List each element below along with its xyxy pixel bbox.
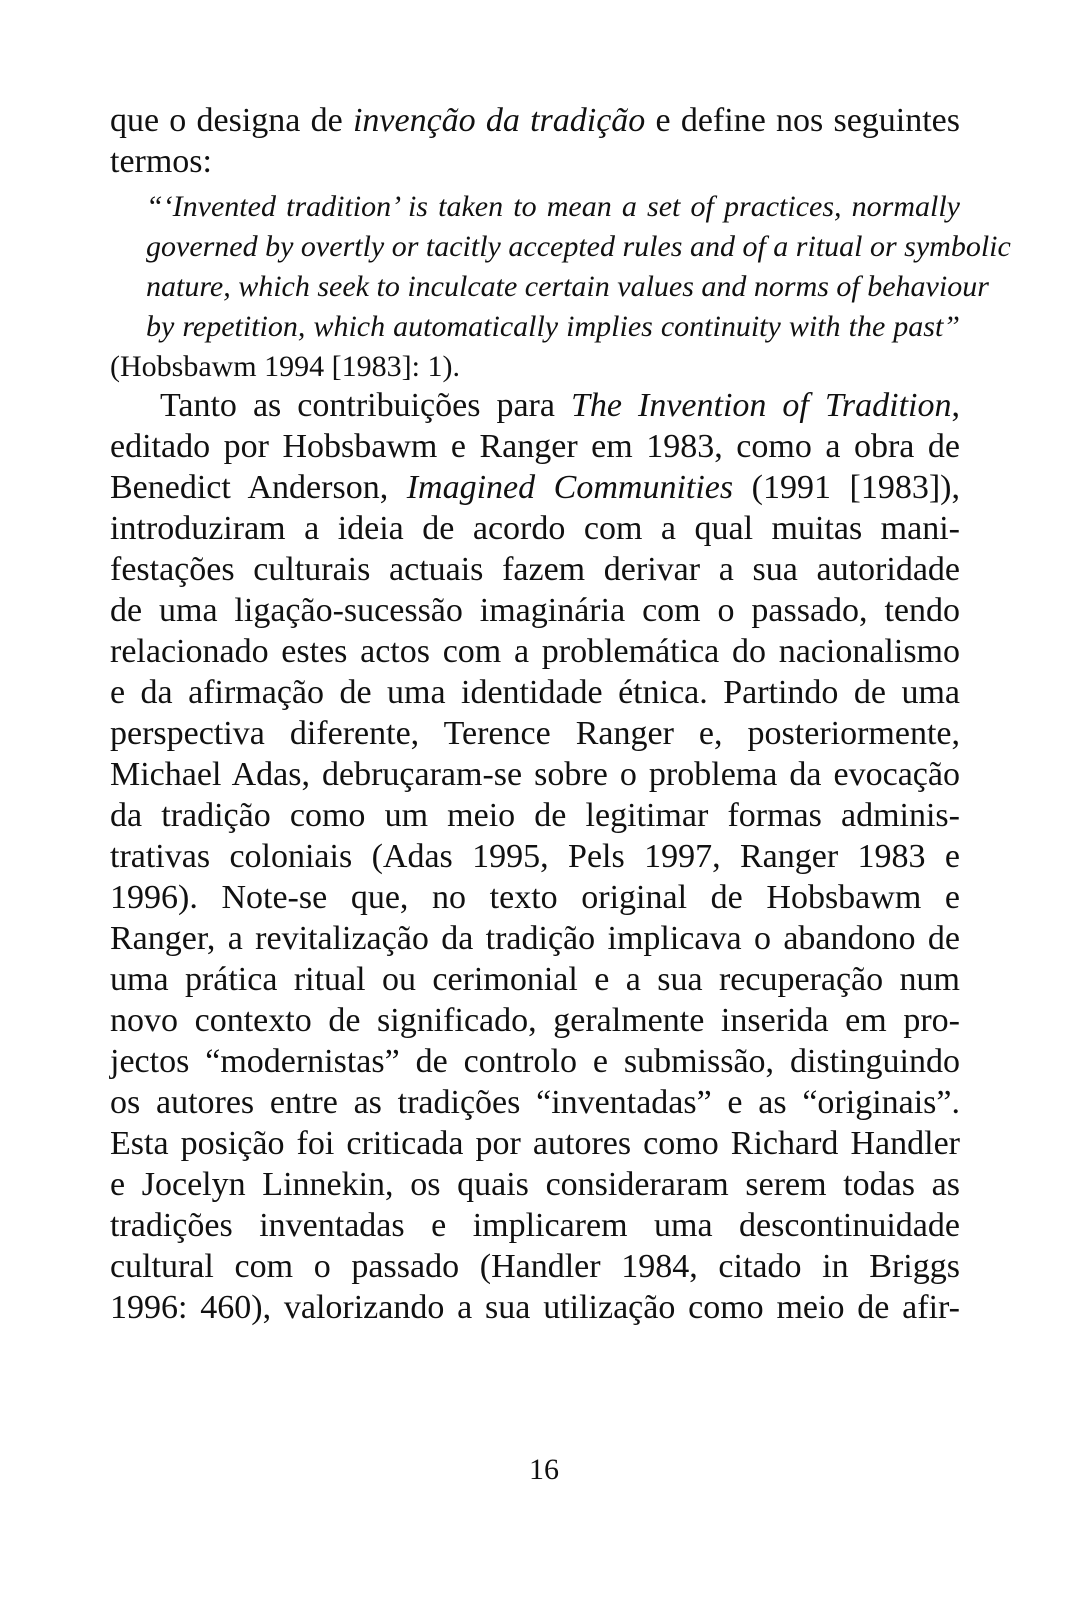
body-line: editado por Hobsbawm e Ranger em 1983, como a obra de bbox=[110, 428, 960, 465]
body-line-3: Benedict Anderson, Imagined Communities (1991 [1983]), bbox=[110, 469, 960, 506]
body-line: Ranger, a revitalização da tradição implicava o abandono de bbox=[110, 920, 960, 957]
body-line: Michael Adas, debruçaram-se sobre o problema da evocação bbox=[110, 756, 960, 793]
body-line: os autores entre as tradições “inventadas” e as “originais”. bbox=[110, 1084, 960, 1121]
quote-line: nature, which seek to inculcate certain values and norms of behaviour bbox=[146, 270, 989, 303]
body-line: introduziram a ideia de acordo com a qual muitas mani- bbox=[110, 510, 960, 547]
quote-line: by repetition, which automatically implies continuity with the past” bbox=[146, 310, 960, 343]
intro-line-2: termos: bbox=[110, 143, 212, 180]
quote-line: “‘Invented tradition’ is taken to mean a set of practices, normally bbox=[146, 190, 960, 223]
quote-citation: (Hobsbawm 1994 [1983]: 1). bbox=[110, 350, 460, 383]
body-line: festações culturais actuais fazem derivar a sua autoridade bbox=[110, 551, 960, 588]
page-number: 16 bbox=[529, 1453, 559, 1486]
body-line: novo contexto de significado, geralmente inserida em pro- bbox=[110, 1002, 960, 1039]
body-line: perspectiva diferente, Terence Ranger e, posteriormente, bbox=[110, 715, 960, 752]
body-line: e Jocelyn Linnekin, os quais consideraram serem todas as bbox=[110, 1166, 960, 1203]
body-line: jectos “modernistas” de controlo e submissão, distinguindo bbox=[110, 1043, 960, 1080]
quote-line: governed by overtly or tacitly accepted rules and of a ritual or symbolic bbox=[146, 230, 1011, 263]
body-line: cultural com o passado (Handler 1984, citado in Briggs bbox=[110, 1248, 960, 1285]
body-line: relacionado estes actos com a problemática do nacionalismo bbox=[110, 633, 960, 670]
body-line: 1996). Note-se que, no texto original de Hobsbawm e bbox=[110, 879, 960, 916]
body-line-1: Tanto as contribuições para The Invention of Tradition, bbox=[160, 387, 960, 424]
body-line: Esta posição foi criticada por autores como Richard Handler bbox=[110, 1125, 960, 1162]
body-line: da tradição como um meio de legitimar formas adminis- bbox=[110, 797, 960, 834]
body-line: e da afirmação de uma identidade étnica. Partindo de uma bbox=[110, 674, 960, 711]
body-line: uma prática ritual ou cerimonial e a sua recuperação num bbox=[110, 961, 960, 998]
body-line: tradições inventadas e implicarem uma descontinuidade bbox=[110, 1207, 960, 1244]
body-line: de uma ligação-sucessão imaginária com o passado, tendo bbox=[110, 592, 960, 629]
body-line: 1996: 460), valorizando a sua utilização como meio de afir- bbox=[110, 1289, 960, 1326]
body-line: trativas coloniais (Adas 1995, Pels 1997, Ranger 1983 e bbox=[110, 838, 960, 875]
intro-line-1: que o designa de invenção da tradição e define nos seguintes bbox=[110, 102, 961, 139]
